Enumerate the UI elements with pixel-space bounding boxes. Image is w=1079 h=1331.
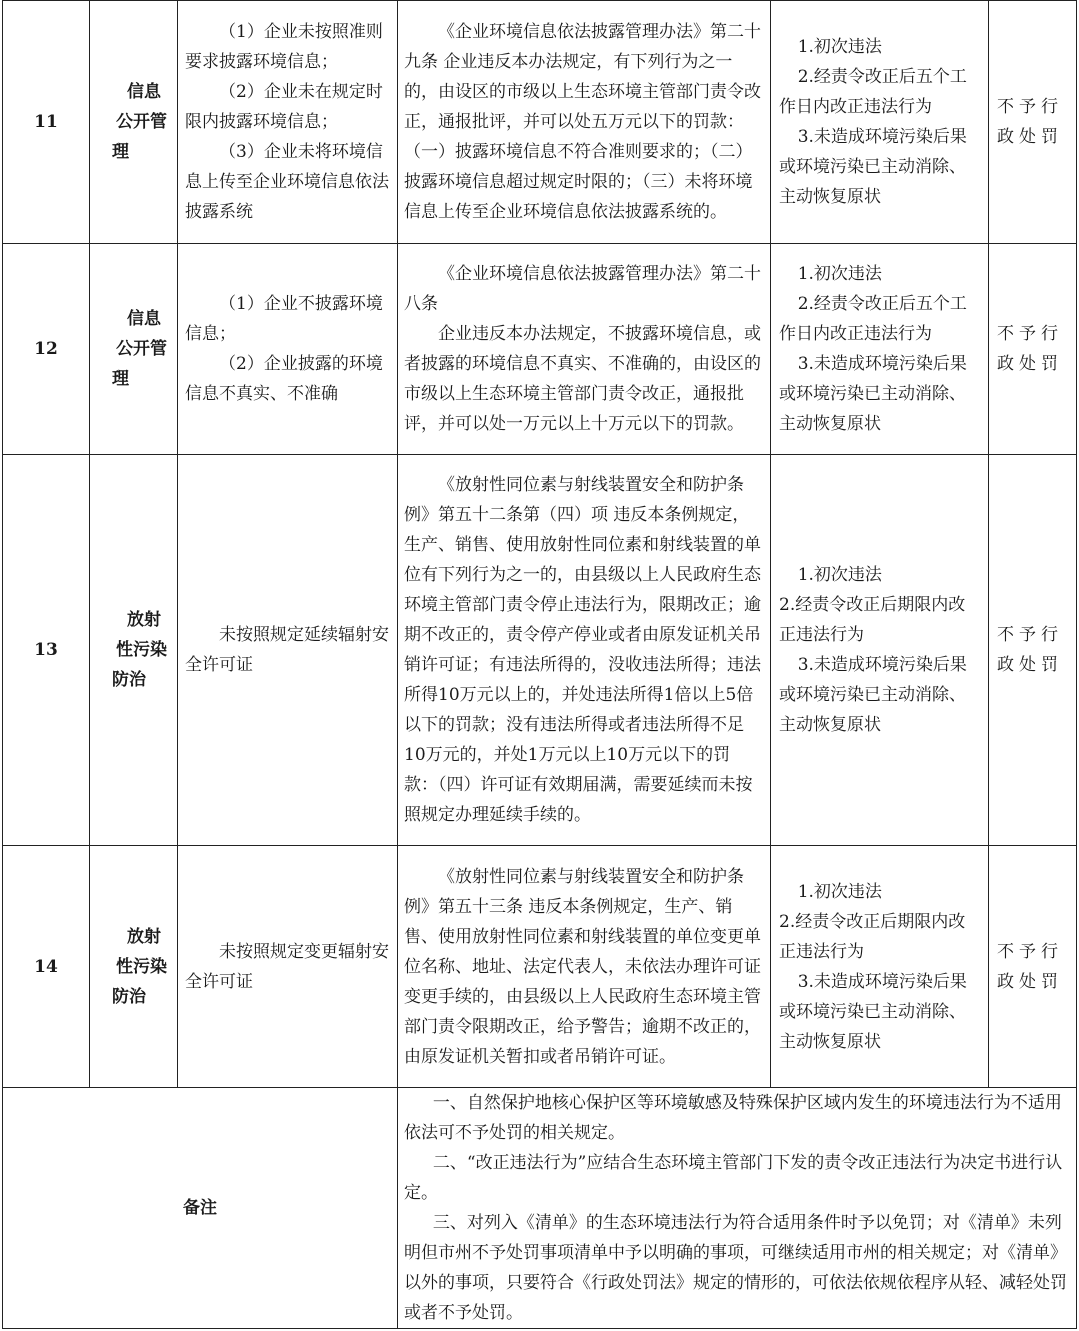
condition-cell [771,455,989,846]
legal-basis-text: 《企业环境信息依法披露管理办法》第二十八条 [404,264,761,314]
category-cell [90,1,178,244]
condition-item: 1.初次违法 [797,264,882,284]
violation-item: （2）企业未在规定时限内披露环境信息； [185,82,383,132]
category-line: 防治 [112,670,146,690]
category-line: 放射 [127,610,161,630]
remark-item: 二、“改正违法行为”应结合生态环境主管部门下发的责令改正违法行为决定书进行认定。 [404,1153,1063,1203]
condition-item: 1.初次违法 [797,37,882,57]
remark-item: 三、对列入《清单》的生态环境违法行为符合适用条件时予以免罚；对《清单》未列明但市州不予处罚事项清单中予以明确的事项，可继续适用市州的相关规定；对《清单》以外的事项，只要符合《行政处罚法》规定的情形的，可依法依规依程序从轻、减轻处罚或者不予处罚。 [404,1213,1067,1323]
row-number: 12 [3,244,90,455]
remarks-row [3,1088,1077,1329]
penalty-exemption-table [2,0,1077,1329]
legal-basis-text: 《放射性同位素与射线装置安全和防护条例》第五十三条 违反本条例规定，生产、销售、使用放射性同位素和射线装置的单位变更单位名称、地址、法定代表人，未依法办理许可证变更手续的，由县级以上人民政府生态环境主管部门责令限期改正，给予警告；逾期不改正的，由原发证机关暂扣或者吊销许可证。 [404,866,761,1067]
category-cell [90,846,178,1088]
legal-basis-cell [398,244,771,455]
category-line: 信息 [127,82,161,102]
category-cell [90,244,178,455]
violation-item: 未按照规定变更辐射安全许可证 [185,941,389,992]
legal-basis-cell [398,846,771,1088]
legal-basis-text: 《企业环境信息依法披露管理办法》第二十九条 企业违反本办法规定，有下列行为之一的，由设区的市级以上生态环境主管部门责令改正，通报批评，并可以处五万元以下的罚款：（一）披露环境信息不符合准则要求的；（二）披露环境信息超过规定时限的；（三）未将环境信息上传至企业环境信息依法披露系统的。 [404,22,761,222]
remarks-label: 备注 [3,1088,398,1329]
result-cell: 不予行政处罚 [989,455,1077,846]
category-line: 理 [112,369,129,389]
violation-item: 未按照规定延续辐射安全许可证 [185,625,389,675]
row-number: 14 [3,846,90,1088]
condition-item: 3.未造成环境污染后果或环境污染已主动消除、主动恢复原状 [779,655,967,735]
violation-item: （2）企业披露的环境信息不真实、不准确 [185,354,383,404]
violation-cell [178,455,398,846]
condition-cell [771,244,989,455]
table-row [3,455,1077,846]
violation-cell [178,244,398,455]
result-cell: 不予行政处罚 [989,1,1077,244]
violation-cell [178,846,398,1088]
category-line: 性污染 [116,640,167,660]
legal-basis-text: 企业违反本办法规定，不披露环境信息，或者披露的环境信息不真实、不准确的，由设区的市级以上生态环境主管部门责令改正，通报批评，并可以处一万元以上十万元以下的罚款。 [404,324,761,434]
row-number: 11 [3,1,90,244]
condition-item: 2.经责令改正后期限内改正违法行为 [779,595,966,645]
remark-item: 一、自然保护地核心保护区等环境敏感及特殊保护区域内发生的环境违法行为不适用依法可不予处罚的相关规定。 [404,1093,1062,1143]
condition-cell [771,846,989,1088]
remarks-cell [398,1088,1077,1329]
category-line: 放射 [127,926,161,947]
legal-basis-cell [398,1,771,244]
condition-cell [771,1,989,244]
category-line: 公开管 [116,112,167,132]
condition-item: 3.未造成环境污染后果或环境污染已主动消除、主动恢复原状 [779,971,967,1052]
condition-item: 2.经责令改正后五个工作日内改正违法行为 [779,294,967,344]
result-cell: 不予行政处罚 [989,244,1077,455]
result-cell: 不予行政处罚 [989,846,1077,1088]
condition-item: 3.未造成环境污染后果或环境污染已主动消除、主动恢复原状 [779,127,967,207]
table-row [3,244,1077,455]
violation-cell [178,1,398,244]
category-line: 信息 [127,309,161,329]
condition-item: 3.未造成环境污染后果或环境污染已主动消除、主动恢复原状 [779,354,967,434]
violation-item: （1）企业不披露环境信息； [185,294,383,344]
category-line: 防治 [112,986,146,1007]
condition-item: 1.初次违法 [797,881,882,902]
violation-item: （3）企业未将环境信息上传至企业环境信息依法披露系统 [185,142,389,222]
category-line: 公开管 [116,339,167,359]
table-row [3,1,1077,244]
legal-basis-text: 《放射性同位素与射线装置安全和防护条例》第五十二条第（四）项 违反本条例规定，生产、销售、使用放射性同位素和射线装置的单位有下列行为之一的，由县级以上人民政府生态环境主管部门责令停止违法行为，限期改正；逾期不改正的，责令停产停业或者由原发证机关吊销许可证；有违法所得的，没收违法所得；违法所得10万元以上的，并处违法所得1倍以上5倍以下的罚款；没有违法所得或者违法所得不足10万元的，并处1万元以上10万元以下的罚款：（四）许可证有效期届满，需要延续而未按照规定办理延续手续的。 [404,475,761,825]
condition-item: 1.初次违法 [797,565,882,585]
condition-item: 2.经责令改正后期限内改正违法行为 [779,911,966,962]
table-row [3,846,1077,1088]
category-line: 理 [112,142,129,162]
category-cell [90,455,178,846]
condition-item: 2.经责令改正后五个工作日内改正违法行为 [779,67,967,117]
violation-item: （1）企业未按照准则要求披露环境信息； [185,22,383,72]
legal-basis-cell [398,455,771,846]
category-line: 性污染 [116,956,167,977]
row-number: 13 [3,455,90,846]
